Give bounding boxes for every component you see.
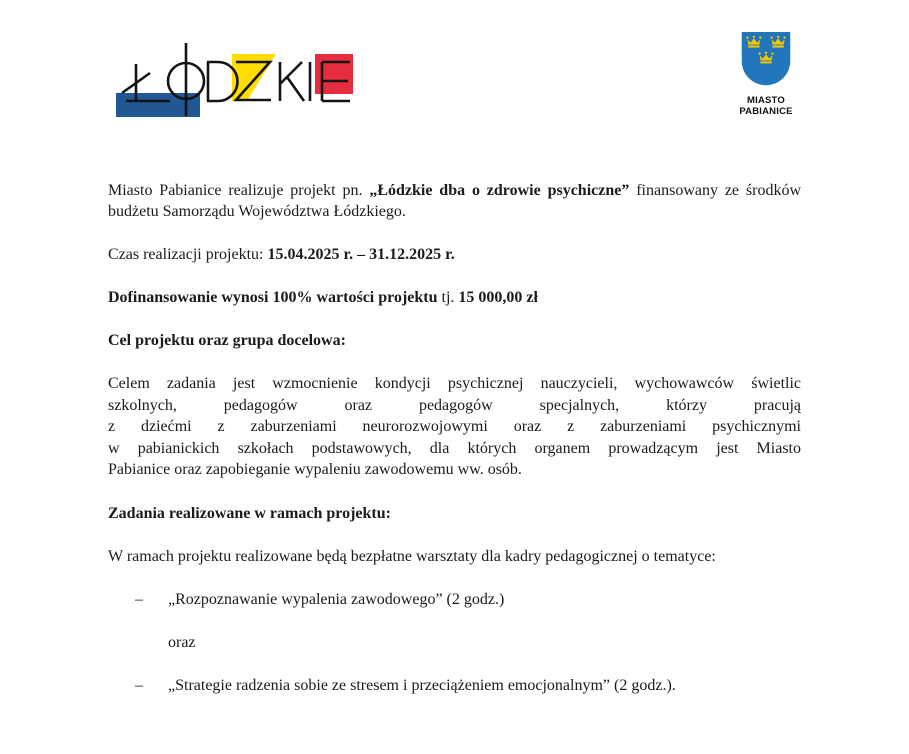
list-item [108,589,801,610]
goal-paragraph [108,373,801,481]
crest-label [735,95,797,117]
crest-crown-top-left [746,36,761,48]
list-dash: – [135,676,143,694]
goal-line: Celem zadania jest wzmocnienie kondycji psychicznej nauczycieli, wychowawców świetlic [108,375,801,392]
tasks-heading: Zadania realizowane w ramach projektu: [108,504,391,522]
list-connector: oraz [168,633,196,651]
timeline-line [108,244,801,265]
crest-crown-top-right [770,36,785,48]
goal-line: szkolnych, pedagogów oraz pedagogów specjalnych, którzy pracują [108,396,801,414]
tasks-intro: W ramach projektu realizowane będą bezpłatne warsztaty dla kadry pedagogicznej o tematyce: [108,547,716,565]
funding-line [108,287,801,308]
timeline-dates: 15.04.2025 r. – 31.12.2025 r. [267,246,455,263]
lodzkie-logo-svg [110,38,360,123]
intro-paragraph [108,180,801,222]
list-item-text: „Rozpoznawanie wypalenia zawodowego” (2 godz.) [168,590,505,608]
intro-text-pre: Miasto Pabianice realizuje projekt pn. [108,182,370,199]
goal-heading: Cel projektu oraz grupa docelowa: [108,332,346,349]
crest-label-line1: MIASTO [747,95,785,106]
crest-crown-bottom [758,51,773,63]
goal-line: z dziećmi z zaburzeniami neurorozwojowymi oraz z zaburzeniami psychicznymi [108,418,801,435]
pabianice-crest [735,28,797,117]
list-dash: – [135,590,143,608]
funding-amount: 15 000,00 zł [458,289,538,306]
lodzkie-logo-icon [110,38,360,123]
funding-lead: Dofinansowanie wynosi 100% wartości projektu [108,289,438,306]
pabianice-crest-icon [738,28,794,92]
crest-label-line2: PABIANICE [739,106,793,117]
timeline-label: Czas realizacji projektu: [108,246,268,263]
funding-mid: tj. [437,289,459,306]
logo-blue-rect [116,93,200,117]
project-title: „Łódzkie dba o zdrowie psychiczne” [369,182,630,199]
list-item [108,675,801,696]
document-content [108,180,801,718]
goal-line: w pabianickich szkołach podstawowych, dla których organem prowadzącym jest Miasto [108,439,801,457]
list-item-text: „Strategie radzenia sobie ze stresem i przeciążeniem emocjonalnym” (2 godz.). [168,676,676,694]
goal-line: Pabianice oraz zapobieganie wypaleniu zawodowemu ww. osób. [108,461,522,478]
intro-text-post: finansowany ze środków budżetu Samorządu Województwa Łódzkiego. [108,182,802,220]
